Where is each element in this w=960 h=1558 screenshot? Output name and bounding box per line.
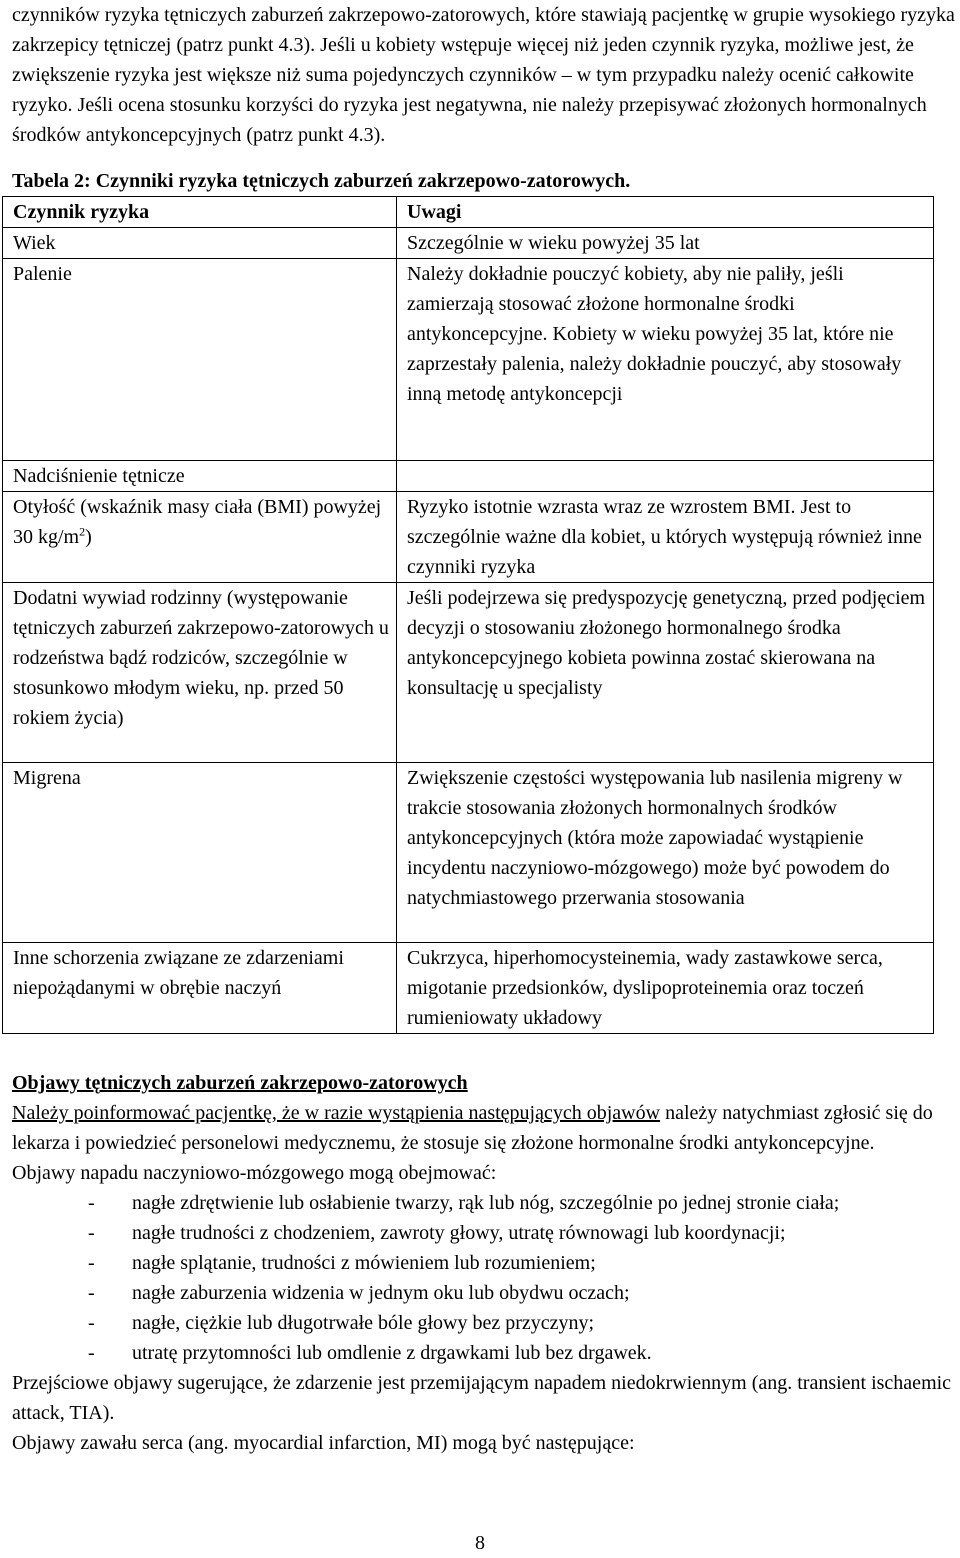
table-row xyxy=(3,583,934,763)
intro-paragraph: czynników ryzyka tętniczych zaburzeń zakrzepowo-zatorowych, które stawiają pacjentkę w grupie wysokiego ryzyka zakrzepicy tętniczej (patrz punkt 4.3). Jeśli u kobiety wstępuje więcej niż jeden czynnik ryzyka, możliwe jest, że zwiększenie ryzyka jest większe niż suma pojedynczych czynników – w tym przypadku należy ocenić całkowite ryzyko. Jeśli ocena stosunku korzyści do ryzyka jest negatywna, nie należy przepisywać złożonych hormonalnych środków antykoncepcyjnych (patrz punkt 4.3). xyxy=(12,4,955,146)
table-header-row xyxy=(3,197,934,228)
row-notes: Cukrzyca, hiperhomocysteinemia, wady zastawkowe serca, migotanie przedsionków, dyslipoproteinemia oraz toczeń rumieniowaty układowy xyxy=(397,943,934,1034)
dash-marker: - xyxy=(88,1222,95,1244)
dash-marker: - xyxy=(88,1192,95,1214)
list-item-text: nagłe zdrętwienie lub osłabienie twarzy, rąk lub nóg, szczególnie po jednej stronie ciała; xyxy=(132,1192,840,1214)
row-notes xyxy=(397,461,934,492)
list-item xyxy=(12,1188,956,1218)
instruction-paragraph xyxy=(12,1098,956,1158)
factor-text: Otyłość (wskaźnik masy ciała (BMI) powyżej 30 kg/m xyxy=(13,496,382,548)
table-row xyxy=(3,461,934,492)
stroke-intro: Objawy napadu naczyniowo-mózgowego mogą obejmować: xyxy=(12,1162,497,1184)
row-notes: Zwiększenie częstości występowania lub nasilenia migreny w trakcie stosowania złożonych hormonalnych środków antykoncepcyjnych (która może zapowiadać wystąpienie incydentu naczyniowo-mózgowego) może być powodem do natychmiastowego przerwania stosowania xyxy=(397,763,934,943)
header-notes: Uwagi xyxy=(397,197,934,228)
table-row xyxy=(3,228,934,259)
row-notes: Należy dokładnie pouczyć kobiety, aby nie paliły, jeśli zamierzają stosować złożone hormonalne środki antykoncepcyjne. Kobiety w wieku powyżej 35 lat, które nie zaprzestały palenia, należy dokładnie pouczyć, aby stosowały inną metodę antykoncepcji xyxy=(397,259,934,461)
superscript: 2 xyxy=(79,524,86,539)
list-item-text: nagłe zaburzenia widzenia w jednym oku lub obydwu oczach; xyxy=(132,1282,630,1304)
dash-marker: - xyxy=(88,1282,95,1304)
instruction-underlined: Należy poinformować pacjentkę, że w razie wystąpienia następujących objawów xyxy=(12,1102,661,1124)
list-item xyxy=(12,1338,956,1368)
list-item xyxy=(12,1308,956,1338)
instruction-rest: należy natychmiast zgłosić się do lekarza i powiedzieć personelowi medycznemu, że stosuje się złożone hormonalne środki antykoncepcyjne. xyxy=(12,1102,933,1154)
table-row xyxy=(3,763,934,943)
header-factor: Czynnik ryzyka xyxy=(3,197,397,228)
list-item-text: nagłe trudności z chodzeniem, zawroty głowy, utratę równowagi lub koordynacji; xyxy=(132,1222,786,1244)
tia-paragraph: Przejściowe objawy sugerujące, że zdarzenie jest przemijającym napadem niedokrwiennym (ang. transient ischaemic attack, TIA). xyxy=(12,1372,952,1424)
factor-text-end: ) xyxy=(85,526,92,548)
row-notes: Szczególnie w wieku powyżej 35 lat xyxy=(397,228,934,259)
row-factor xyxy=(3,492,397,583)
section-heading: Objawy tętniczych zaburzeń zakrzepowo-zatorowych xyxy=(12,1072,468,1094)
row-factor: Inne schorzenia związane ze zdarzeniami niepożądanymi w obrębie naczyń xyxy=(3,943,397,1034)
row-factor: Nadciśnienie tętnicze xyxy=(3,461,397,492)
row-factor: Wiek xyxy=(3,228,397,259)
row-factor: Migrena xyxy=(3,763,397,943)
page-number: 8 xyxy=(475,1532,485,1554)
list-item xyxy=(12,1278,956,1308)
row-notes: Jeśli podejrzewa się predyspozycję genetyczną, przed podjęciem decyzji o stosowaniu złożonego hormonalnego środka antykoncepcyjnego kobieta powinna zostać skierowana na konsultację u specjalisty xyxy=(397,583,934,763)
row-notes: Ryzyko istotnie wzrasta wraz ze wzrostem BMI. Jest to szczególnie ważne dla kobiet, u których występują również inne czynniki ryzyka xyxy=(397,492,934,583)
list-item xyxy=(12,1218,956,1248)
row-factor: Dodatni wywiad rodzinny (występowanie tętniczych zaburzeń zakrzepowo-zatorowych u rodzeństwa bądź rodziców, szczególnie w stosunkowo młodym wieku, np. przed 50 rokiem życia) xyxy=(3,583,397,763)
dash-marker: - xyxy=(88,1312,95,1334)
document-page xyxy=(12,0,956,1458)
table-row xyxy=(3,259,934,461)
list-item xyxy=(12,1248,956,1278)
mi-paragraph: Objawy zawału serca (ang. myocardial infarction, MI) mogą być następujące: xyxy=(12,1432,635,1454)
table-row xyxy=(3,492,934,583)
table-row xyxy=(3,943,934,1034)
row-factor: Palenie xyxy=(3,259,397,461)
dash-marker: - xyxy=(88,1342,95,1364)
risk-factors-table xyxy=(2,196,934,1034)
table-title: Tabela 2: Czynniki ryzyka tętniczych zaburzeń zakrzepowo-zatorowych. xyxy=(12,170,631,192)
dash-marker: - xyxy=(88,1252,95,1274)
stroke-symptoms-list xyxy=(12,1188,956,1368)
list-item-text: nagłe, ciężkie lub długotrwałe bóle głowy bez przyczyny; xyxy=(132,1312,595,1334)
list-item-text: nagłe splątanie, trudności z mówieniem lub rozumieniem; xyxy=(132,1252,596,1274)
list-item-text: utratę przytomności lub omdlenie z drgawkami lub bez drgawek. xyxy=(132,1342,652,1364)
